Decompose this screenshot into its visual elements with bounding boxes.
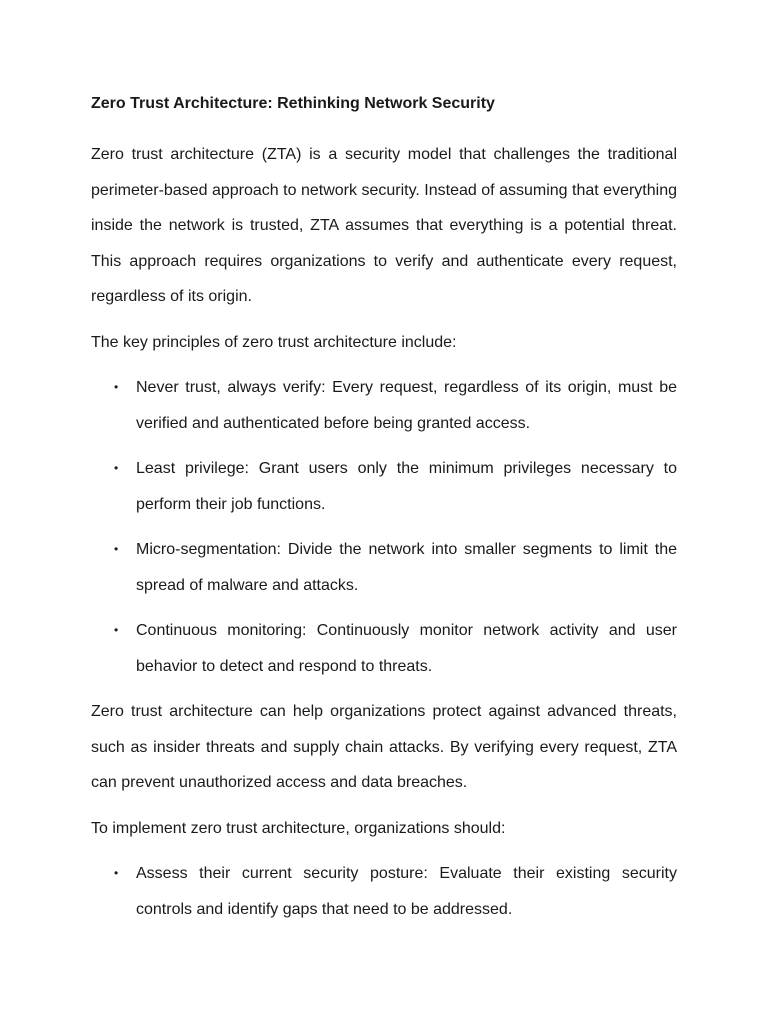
list-item-text: Continuous monitoring: Continuously monitor network activity and user behavior to detect and respond to threats. [136, 622, 677, 675]
bullet-icon: • [114, 623, 119, 637]
benefits-paragraph: Zero trust architecture can help organizations protect against advanced threats, such as insider threats and supply chain attacks. By verifying every request, ZTA can prevent unauthorized access and data breaches. [91, 703, 677, 791]
list-item-text: Assess their current security posture: Evaluate their existing security controls and identify gaps that need to be addressed. [136, 865, 677, 918]
list-item-text: Least privilege: Grant users only the minimum privileges necessary to perform their job functions. [136, 460, 677, 513]
intro-paragraph: Zero trust architecture (ZTA) is a security model that challenges the traditional perimeter-based approach to network security. Instead of assuming that everything inside the network is trusted, ZTA assumes that everything is a potential threat. This approach requires organizations to verify and authenticate every request, regardless of its origin. [91, 146, 677, 305]
list-item-text: Micro-segmentation: Divide the network into smaller segments to limit the spread of malware and attacks. [136, 541, 677, 594]
steps-list [91, 856, 677, 927]
principles-heading: The key principles of zero trust architecture include: [91, 333, 457, 351]
list-item-text: Never trust, always verify: Every request, regardless of its origin, must be verified and authenticated before being granted access. [136, 379, 677, 432]
bullet-icon: • [114, 866, 119, 880]
bullet-icon: • [114, 542, 119, 556]
list-item [91, 370, 677, 441]
principles-list [91, 370, 677, 684]
list-item [91, 856, 677, 927]
bullet-icon: • [114, 380, 119, 394]
bullet-icon: • [114, 461, 119, 475]
implement-heading: To implement zero trust architecture, organizations should: [91, 819, 506, 837]
list-item [91, 451, 677, 522]
list-item [91, 613, 677, 684]
document-title: Zero Trust Architecture: Rethinking Network Security [91, 95, 495, 112]
list-item [91, 532, 677, 603]
